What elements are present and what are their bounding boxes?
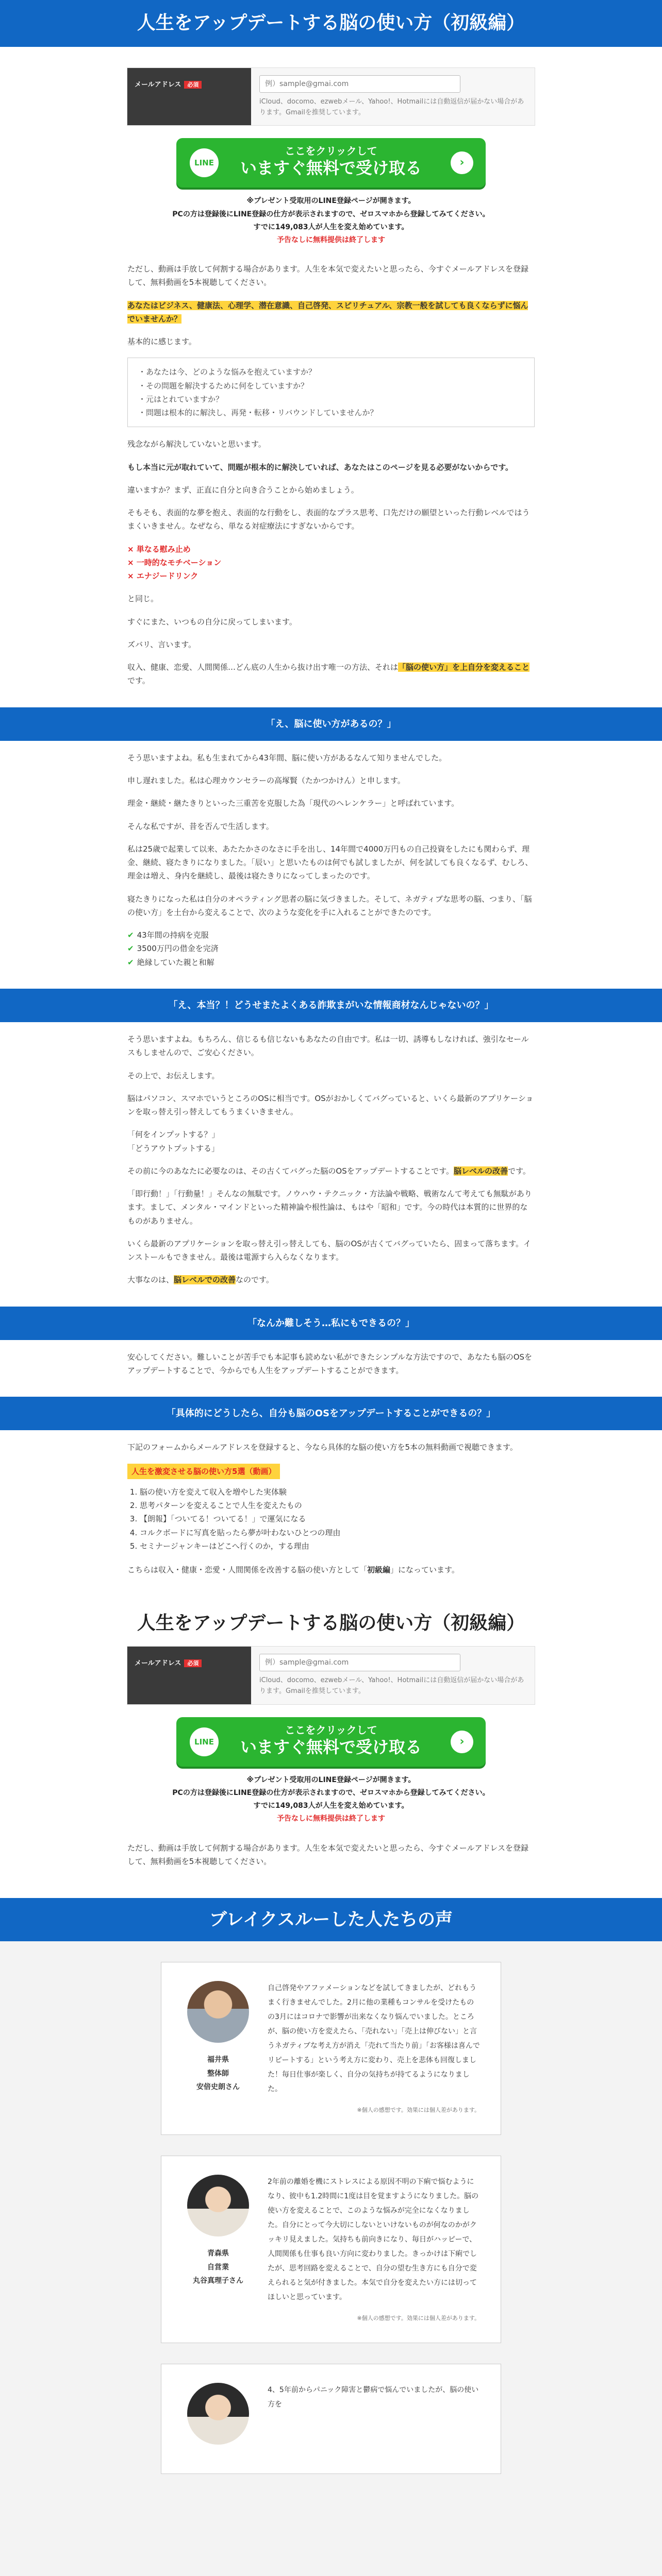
email-form bbox=[127, 1646, 535, 1705]
section-heading-3: 「なんか難しそう…私にもできるの？」 bbox=[0, 1307, 662, 1340]
email-input[interactable] bbox=[259, 1654, 460, 1671]
arrow-right-icon: › bbox=[451, 151, 473, 174]
checklist: ✔ 43年間の持病を克服 ✔ 3500万円の借金を完済 ✔ 絶縁していた親と和解 bbox=[127, 930, 219, 967]
email-label: メールアドレス 必須 bbox=[127, 1647, 251, 1704]
signup-section-1 bbox=[0, 47, 662, 707]
required-badge: 必須 bbox=[184, 1659, 202, 1667]
signup-notice: ※プレゼント受取用のLINE登録ページが開きます。 PCの方は登録後にLINE登録の仕方が表示されますので、ゼロスマホから登録してみてください。 すでに149,083人が人生を変え始めています。 予告なしに無料提供は終了します bbox=[172, 197, 490, 244]
intro-body: ただし、動画は手放して何割する場合があります。人生を本気で変えたいと思ったら、今すぐメールアドレスを登録して、無料動画を5本視聴してください。 あなたはビジネス、健康法、心理学、潜在意識、自己啓発、スピリチュアル、宗教一般を試しても良くならずに悩んでいませんか？ 基本的に感じます。 ・あなたは今、どのような悩みを抱えていますか？ ・その問題を解決するために何をしていますか？ ・元はとれていますか？ ・問題は根本的に解決し、再発・転移・リバウンドしていませんか？ 残念ながら解決していないと思います。 もし本当に元が取れていて、問題が根本的に解決していれば、あなたはこのページを見る必要がないからです。 違いますか？まず、正直に自分と向き合うことから始めましょう。 そもそも、表面的な夢を抱え、表面的な行動をし、表面的なプラス思考、口先だけの願望といった行動レベルではうまくいきません。なぜなら、単なる対症療法にすぎないからです。 × 単なる慰み止め × 一時的なモチベーション × エナジードリンク と同じ。 すぐにまた、いつもの自分に戻ってしまいます。 ズバリ、言います。 収入、健康、恋愛、人間関係…どん底の人生から抜け出す唯一の方法、それは「脳の使い方」を上自分を変えることです。 bbox=[127, 247, 535, 707]
line-logo-icon: LINE bbox=[190, 148, 219, 177]
email-field-area bbox=[251, 68, 535, 126]
avatar bbox=[187, 1981, 249, 2043]
check-icon: ✔ bbox=[127, 930, 134, 940]
testimonial-card bbox=[161, 2156, 501, 2343]
avatar bbox=[187, 2175, 249, 2236]
testimonials-section bbox=[0, 1962, 662, 2495]
testimonial-text: 2年前の離婚を機にストレスによる原因不明の下痢で悩むようになり、彼中も1.2時間に1度は目を覚ますようになりました。脳の使い方を変えることで、このような悩みが完全になくなりました。自分にとって今大切にしないといけないものが何なのかがクッキリ見えました。気持ちも前向きになり、毎日がハッピーで、人間関係も仕事も良い方向に変わりました。きっかけは下痢でしたが、思考回路を変えることで、自分の望む生き方にも自分で変えられると気が付きました。本気で自分を変えたい方には切ってほしいと思っています。 ※個人の感想です。効果には個人差があります。 bbox=[268, 2178, 480, 2322]
email-input[interactable] bbox=[259, 75, 460, 93]
check-icon: ✔ bbox=[127, 957, 134, 967]
question-box: ・あなたは今、どのような悩みを抱えていますか？ ・その問題を解決するために何をしていますか？ ・元はとれていますか？ ・問題は根本的に解決し、再発・転移・リバウンドしていませんか？ bbox=[127, 358, 535, 427]
testimonial-author: 青森県 自営業 丸谷真理子さん bbox=[182, 2175, 254, 2324]
testimonial-text: 自己啓発やアファメーションなどを試してきましたが、どれもうまく行きませんでした。2月に他の業種もコンサルを受けたものの3月にはコロナで影響が出来なくなり悩んでいました。ところが、脳の使い方を変えたら、「売れない」「売上は伸びない」と言うネガティブな考え方が消え「売れて当たり前」「お客様は喜んでリピートする」という考え方に変わり、売上を悲体も回復しました！毎日仕事が楽しく、自分の気持ちが持てるようになりました。 ※個人の感想です。効果には個人差があります。 bbox=[268, 1984, 480, 2114]
check-icon: ✔ bbox=[127, 944, 134, 954]
section-heading-1: 「え、脳に使い方があるの？」 bbox=[0, 707, 662, 741]
section-heading-2: 「え、本当？！どうせまたよくある詐欺まがいな情報商材なんじゃないの？」 bbox=[0, 989, 662, 1022]
email-note: iCloud、docomo、ezwebメール、Yahoo!、Hotmailには自動返信が届かない場合があります。Gmailを推奨しています。 bbox=[259, 97, 524, 116]
required-badge: 必須 bbox=[184, 81, 202, 89]
list-item: 2. 思考パターンを変えることで人生を変えたもの bbox=[140, 1499, 535, 1512]
line-signup-button[interactable]: LINE ここをクリックして いますぐ無料で受け取る › bbox=[176, 1717, 486, 1767]
arrow-right-icon: › bbox=[451, 1731, 473, 1753]
signup-section-2: メールアドレス 必須 例）sample@gmai.com iCloud、docomo、ezwebメール、Yahoo!、Hotmailには自動返信が届かない場合があります。Gmailを推奨しています。 LINE ここをクリックして いますぐ無料で受け取る › ※プレゼント受取用のLINE登録ページが開きます。 PCの方は登録後にLINE登録の仕方が表示されますので、ゼロスマホから登録してみてください。 すでに149,083人が人生を変え始めています。 予告なしに無料提供は終了します ただし、動画は手放して何割する場合があります。人生を本気で変えたいと思ったら、今すぐメールアドレスを登録して、無料動画を5本視聴してください。 bbox=[0, 1646, 662, 1898]
section-2: そう思いますよね。もちろん、信じるも信じないもあなたの自由です。私は一切、誘導もしなければ、強引なセールスもしませんので、ご安心ください。 その上で、お伝えします。 脳はパソコン、スマホでいうところのOSに相当です。OSがおかしくてバグっていると、いくら最新のアプリケーションを取っ替え引っ替えしてもうまくいきません。 「何をインプットする？」 「どうアウトプットする」 その前に今のあなたに必要なのは、その古くてバグった脳のOSをアップデートすることです。脳レベルの改善です。 「即行動！」「行動量！」そんなの無駄です。ノウハウ・テクニック・方法論や戦略、戦術なんて考えても無駄があります。まして、メンタル・マインドといった精神論や根性論は、もはや「昭和」です。今の時代は本質的に世界的なものがありません。 いくら最新のアプリケーションを取っ替え引っ替えしても、脳のOSが古くてバグっていたら、固まって落ちます。インストールもできません。最後は電源すら入らなくなります。 大事なのは、脳レベルでの改善なのです。 bbox=[0, 1022, 662, 1307]
testimonial-author bbox=[182, 2383, 254, 2455]
list-item: 4. コルクボードに写真を貼ったら夢が叶わないひとつの理由 bbox=[140, 1526, 535, 1539]
page-title-2: 人生をアップデートする脳の使い方（初級編） bbox=[0, 1596, 662, 1646]
signup-notice: ※プレゼント受取用のLINE登録ページが開きます。 PCの方は登録後にLINE登録の仕方が表示されますので、ゼロスマホから登録してみてください。 すでに149,083人が人生を変え始めています。 予告なしに無料提供は終了します bbox=[172, 1775, 490, 1823]
avatar bbox=[187, 2383, 249, 2445]
section-4: 下記のフォームからメールアドレスを登録すると、今なら具体的な脳の使い方を5本の無料動画で視聴できます。 人生を激変させる脳の使い方5選（動画） 1. 脳の使い方を変えて収入を増やした実体験 2. 思考パターンを変えることで人生を変えたもの 3. 【朗報】「ついてる！ついてる！」で運気になる 4. コルクボードに写真を貼ったら夢が叶わないひとつの理由 5. セミナージャンキーはどこへ行くのか，する理由 こちらは収入・健康・恋愛・人間関係を改善する脳の使い方として「初級編」になっています。 bbox=[0, 1430, 662, 1596]
video-list-label: 人生を激変させる脳の使い方5選（動画） bbox=[127, 1464, 280, 1479]
page-title-banner: 人生をアップデートする脳の使い方（初級編） bbox=[0, 0, 662, 47]
list-item: 3. 【朗報】「ついてる！ついてる！」で運気になる bbox=[140, 1512, 535, 1526]
video-list bbox=[127, 1485, 535, 1553]
email-note: iCloud、docomo、ezwebメール、Yahoo!、Hotmailには自動返信が届かない場合があります。Gmailを推奨しています。 bbox=[259, 1676, 524, 1695]
email-form bbox=[127, 67, 535, 126]
line-logo-icon: LINE bbox=[190, 1727, 219, 1756]
testimonials-heading: ブレイクスルーした人たちの声 bbox=[0, 1898, 662, 1941]
section-heading-4: 「具体的にどうしたら、自分も脳のOSをアップデートすることができるの？」 bbox=[0, 1397, 662, 1430]
testimonial-author: 福井県 整体師 安倍史朗さん bbox=[182, 1981, 254, 2116]
red-list: × 単なる慰み止め × 一時的なモチベーション × エナジードリンク bbox=[127, 544, 222, 581]
section-3: 安心してください。難しいことが苦手でも本記事も読めない私ができたシンプルな方法ですので、あなたも脳のOSをアップデートすることで、今からでも人生をアップデートすることができます。 bbox=[0, 1340, 662, 1397]
list-item: 5. セミナージャンキーはどこへ行くのか，する理由 bbox=[140, 1539, 535, 1553]
line-signup-button[interactable]: LINE ここをクリックして いますぐ無料で受け取る › bbox=[176, 138, 486, 188]
section-1: そう思いますよね。私も生まれてから43年間、脳に使い方があるなんて知りませんでした。 申し遅れました。私は心理カウンセラーの高塚賢（たかつかけん）と申します。 理金・継続・継たきりといった三重苦を克服した為「現代のヘレンケラー」と呼ばれています。 そんな私ですが、昔を否んで生活します。 私は25歳で起業して以来、あたたかさのなさに手を出し、14年間で4000万円もの自己投資をしたにも関わらず、理金、継続、寝たきりになりました。「辰い」と思いたものは何でも試しましたが、何を試しても良くなるず、むしろ、理金は増え、身内を継続し、最後は寝たきりになってしまったのです。 寝たきりになった私は自分のオペラティング思者の脳に気づきました。そして、ネガティブな思考の脳、つまり、「脳の使い方」を土台から変えることで、次のような変化を手に入れることができたのです。 ✔ 43年間の持病を克服 ✔ 3500万円の借金を完済 ✔ 絶縁していた親と和解 bbox=[0, 741, 662, 989]
testimonial-card bbox=[161, 2364, 501, 2474]
testimonial-card bbox=[161, 1962, 501, 2135]
intro-highlight: あなたはビジネス、健康法、心理学、潜在意識、自己啓発、スピリチュアル、宗教一般を試しても良くならずに悩んでいませんか？ bbox=[127, 300, 528, 324]
testimonial-text: 4、5年前からパニック障害と鬱病で悩んでいましたが、脳の使い方を bbox=[268, 2386, 479, 2409]
email-label: メールアドレス 必須 bbox=[127, 68, 251, 126]
list-item: 1. 脳の使い方を変えて収入を増やした実体験 bbox=[140, 1485, 535, 1499]
email-field-area bbox=[251, 1647, 535, 1704]
